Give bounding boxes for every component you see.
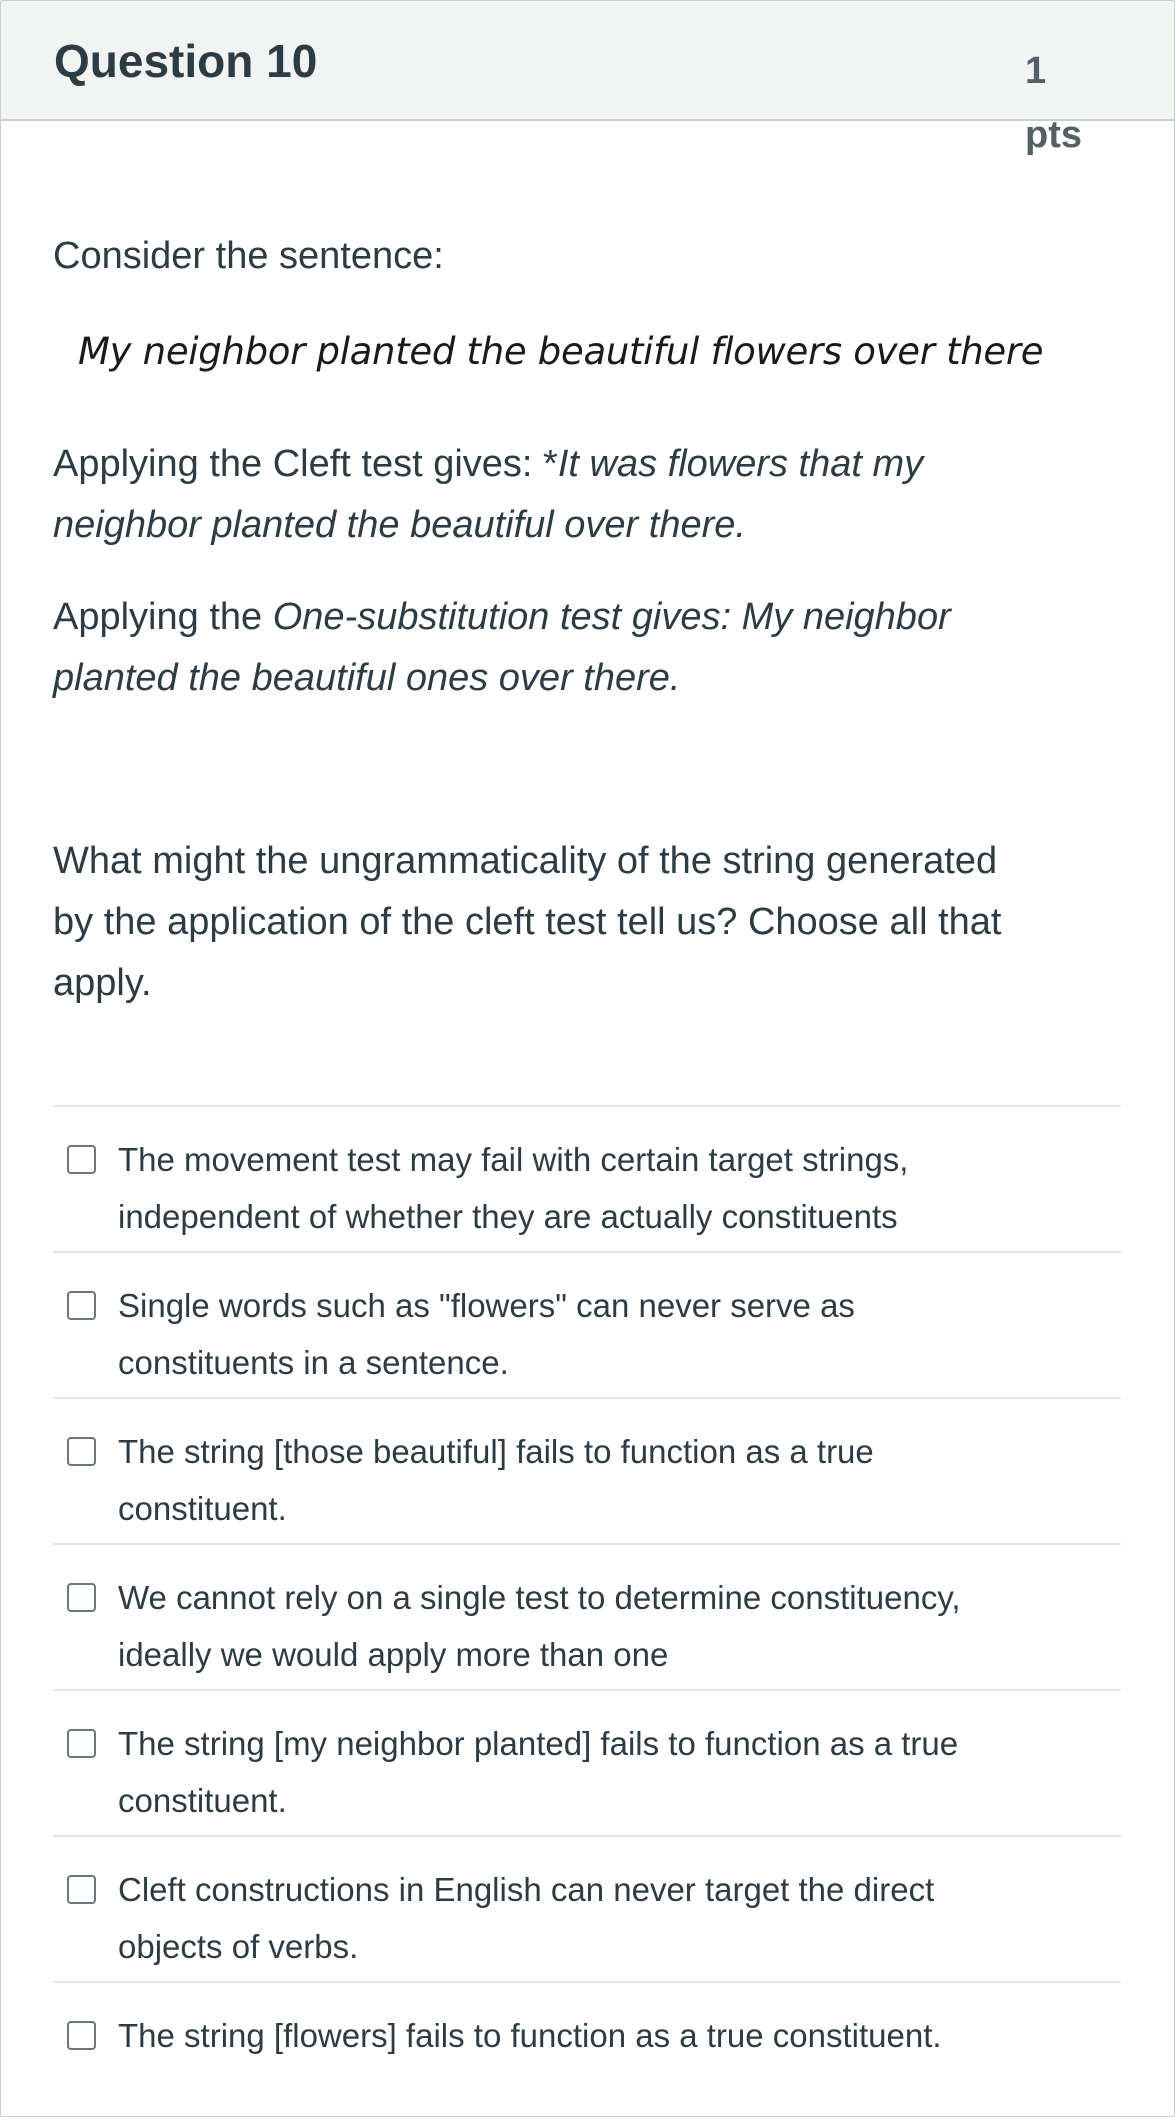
cleft-test-result-part-2: neighbor planted the beautiful over there. xyxy=(53,504,746,546)
answer-label[interactable]: The string [those beautiful] fails to function as a true constituent. xyxy=(118,1433,874,1527)
answer-label[interactable]: Single words such as "flowers" can never serve as constituents in a sentence. xyxy=(118,1287,855,1381)
cleft-test-line-2 xyxy=(53,495,746,556)
cleft-test-prefix: Applying the Cleft test gives: * xyxy=(53,443,558,485)
points-value: 1 xyxy=(1025,50,1047,92)
answer-option[interactable] xyxy=(53,1251,1121,1398)
question-header xyxy=(1,1,1174,156)
answer-label[interactable]: The string [my neighbor planted] fails to function as a true constituent. xyxy=(118,1725,959,1819)
answer-label[interactable]: We cannot rely on a single test to determine constituency, ideally we would apply more than one xyxy=(118,1579,961,1673)
one-substitution-prefix: Applying the xyxy=(53,596,273,638)
cleft-test-line-1 xyxy=(53,434,923,495)
answer-option[interactable] xyxy=(53,1835,1121,1982)
answer-option[interactable] xyxy=(53,1397,1121,1544)
one-substitution-line-2 xyxy=(53,648,680,709)
example-sentence: My neighbor planted the beautiful flowers over there xyxy=(78,330,1044,373)
question-title: Question 10 xyxy=(54,35,318,87)
answer-label[interactable]: The movement test may fail with certain target strings, independent of whether they are actually constituents xyxy=(118,1141,909,1235)
answer-label[interactable]: Cleft constructions in English can never target the direct objects of verbs. xyxy=(118,1871,935,1965)
answer-checkbox[interactable] xyxy=(67,1729,96,1758)
answer-option[interactable] xyxy=(53,1981,1121,2083)
question-text-line-1: What might the ungrammaticality of the string generated xyxy=(53,840,998,882)
answer-label[interactable]: The string [flowers] fails to function as a true constituent. xyxy=(118,2017,942,2054)
answer-checkbox[interactable] xyxy=(67,1437,96,1466)
answer-checkbox[interactable] xyxy=(67,1291,96,1320)
answer-checkbox[interactable] xyxy=(67,2021,96,2050)
answer-option[interactable] xyxy=(53,1105,1121,1252)
question-text-line-2: by the application of the cleft test tell us? Choose all that xyxy=(53,901,1002,943)
one-substitution-result-part-1: One-substitution test gives: My neighbor xyxy=(272,596,951,638)
answer-checkbox[interactable] xyxy=(67,1145,96,1174)
answer-checkbox[interactable] xyxy=(67,1875,96,1904)
answer-checkbox[interactable] xyxy=(67,1583,96,1612)
answer-option[interactable] xyxy=(53,1543,1121,1690)
question-text-line-3: apply. xyxy=(53,962,152,1004)
one-substitution-line-1 xyxy=(53,587,951,648)
prompt-intro: Consider the sentence: xyxy=(53,235,444,277)
one-substitution-result-part-2: planted the beautiful ones over there. xyxy=(53,657,681,699)
points-unit: pts xyxy=(1025,114,1082,156)
answer-option[interactable] xyxy=(53,1689,1121,1836)
cleft-test-result-part-1: It was flowers that my xyxy=(557,443,924,485)
